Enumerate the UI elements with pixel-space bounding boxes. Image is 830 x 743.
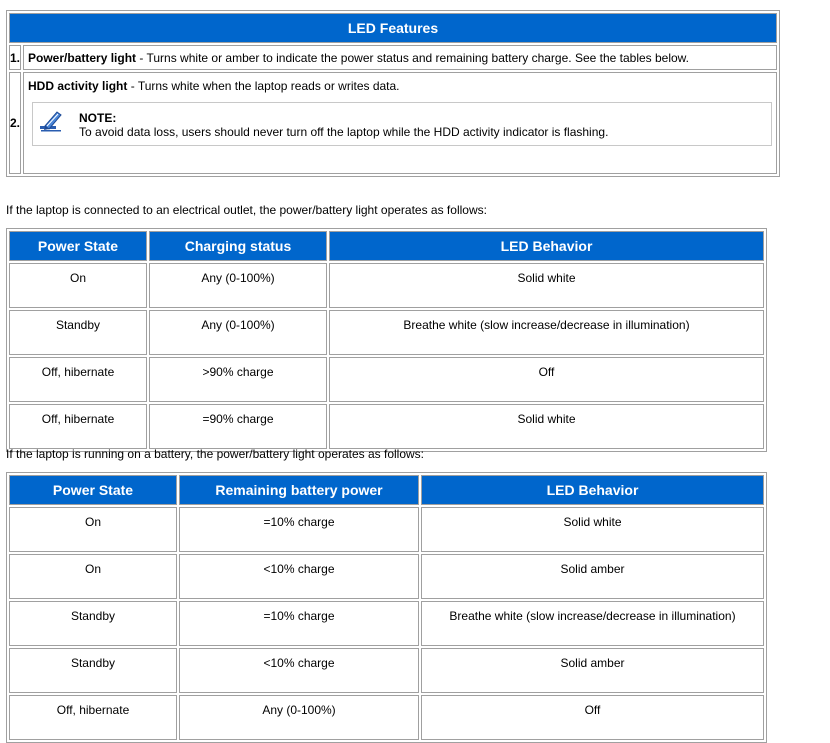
cell-led-behavior: Solid white xyxy=(329,263,764,308)
cell-led-behavior: Solid amber xyxy=(421,554,764,599)
table-row xyxy=(9,507,764,552)
column-header: Remaining battery power xyxy=(179,475,419,505)
table-row xyxy=(9,310,764,355)
cell-remaining-power: =10% charge xyxy=(179,601,419,646)
cell-power-state: Standby xyxy=(9,648,177,693)
column-header: Power State xyxy=(9,231,147,261)
table-row xyxy=(9,45,777,70)
table-row xyxy=(9,648,764,693)
feature-desc-text: - Turns white when the laptop reads or writes data. xyxy=(127,79,400,93)
row-number: 2. xyxy=(9,72,21,174)
cell-power-state: Off, hibernate xyxy=(9,695,177,740)
cell-led-behavior: Solid amber xyxy=(421,648,764,693)
feature-description xyxy=(23,45,777,70)
feature-desc-text: - Turns white or amber to indicate the power status and remaining battery charge. See the tables below. xyxy=(136,50,690,65)
cell-led-behavior: Breathe white (slow increase/decrease in illumination) xyxy=(329,310,764,355)
cell-led-behavior: Solid white xyxy=(329,404,764,449)
cell-charging-status: Any (0-100%) xyxy=(149,263,327,308)
cell-power-state: Standby xyxy=(9,601,177,646)
cell-led-behavior: Solid white xyxy=(421,507,764,552)
table-row xyxy=(9,695,764,740)
outlet-led-table xyxy=(6,228,767,452)
pencil-note-icon xyxy=(39,109,63,133)
cell-power-state: On xyxy=(9,263,147,308)
cell-remaining-power: =10% charge xyxy=(179,507,419,552)
feature-term: HDD activity light xyxy=(28,79,128,93)
cell-charging-status: Any (0-100%) xyxy=(149,310,327,355)
battery-intro: If the laptop is running on a battery, the power/battery light operates as follows: xyxy=(6,447,425,461)
table-row xyxy=(9,72,777,174)
cell-remaining-power: Any (0-100%) xyxy=(179,695,419,740)
table-row xyxy=(9,263,764,308)
cell-led-behavior: Off xyxy=(421,695,764,740)
battery-led-table xyxy=(6,472,767,743)
note-text: To avoid data loss, users should never turn off the laptop while the HDD activity indicator is flashing. xyxy=(79,125,609,139)
cell-power-state: Off, hibernate xyxy=(9,357,147,402)
table-row xyxy=(9,554,764,599)
note-title: NOTE: xyxy=(79,111,117,125)
note-box xyxy=(32,102,772,146)
outlet-intro: If the laptop is connected to an electrical outlet, the power/battery light operates as follows: xyxy=(6,203,487,217)
cell-remaining-power: <10% charge xyxy=(179,648,419,693)
cell-power-state: On xyxy=(9,554,177,599)
feature-term: Power/battery light xyxy=(28,50,137,65)
column-header: Power State xyxy=(9,475,177,505)
table-row xyxy=(9,357,764,402)
cell-power-state: Standby xyxy=(9,310,147,355)
table-row xyxy=(9,601,764,646)
led-features-table xyxy=(6,10,780,177)
led-features-title: LED Features xyxy=(9,13,777,43)
cell-power-state: On xyxy=(9,507,177,552)
cell-power-state: Off, hibernate xyxy=(9,404,147,449)
cell-remaining-power: <10% charge xyxy=(179,554,419,599)
cell-charging-status: >90% charge xyxy=(149,357,327,402)
cell-led-behavior: Off xyxy=(329,357,764,402)
row-number: 1. xyxy=(9,45,21,70)
cell-charging-status: =90% charge xyxy=(149,404,327,449)
column-header: LED Behavior xyxy=(421,475,764,505)
column-header: Charging status xyxy=(149,231,327,261)
column-header: LED Behavior xyxy=(329,231,764,261)
feature-description xyxy=(23,72,777,174)
table-row xyxy=(9,404,764,449)
cell-led-behavior: Breathe white (slow increase/decrease in illumination) xyxy=(421,601,764,646)
